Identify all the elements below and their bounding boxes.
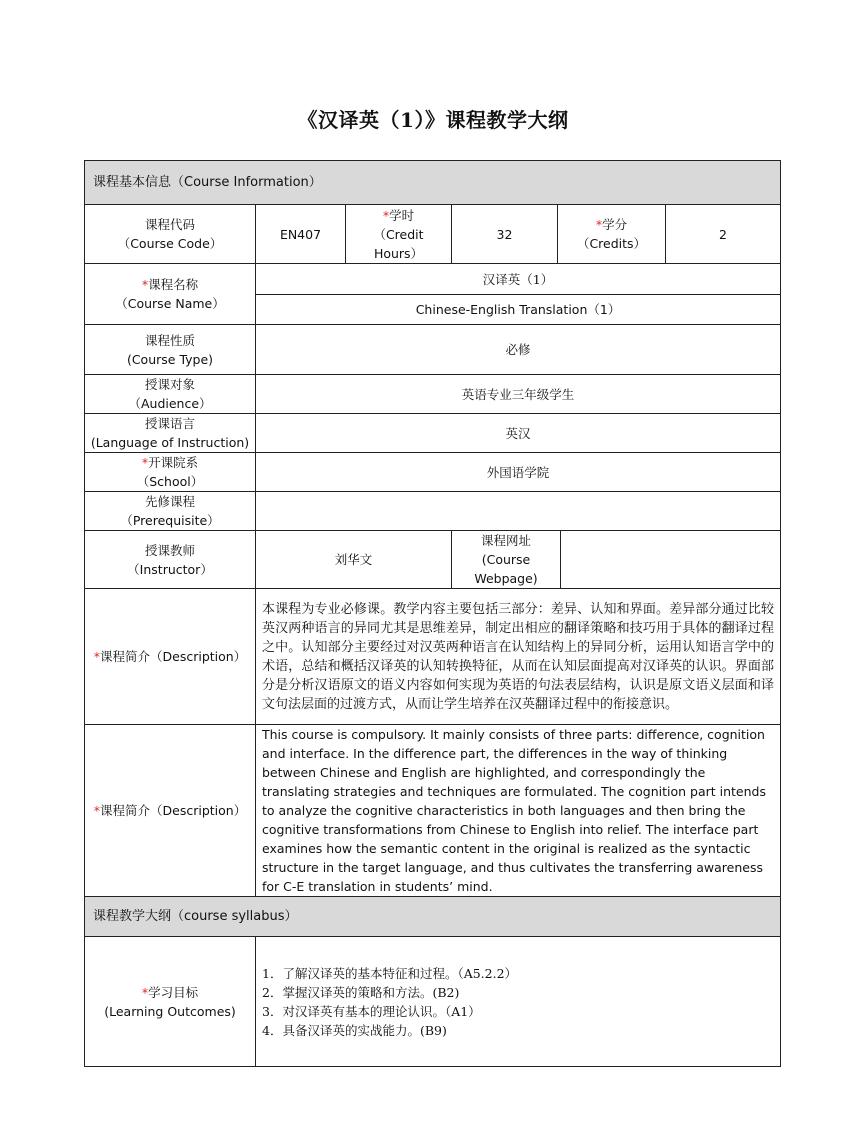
learning-outcomes-list xyxy=(256,937,781,1067)
credits-label-en: （Credits） xyxy=(576,236,647,251)
description-en-label xyxy=(85,725,256,897)
instructor-value: 刘华文 xyxy=(256,531,452,589)
row-language xyxy=(85,414,781,453)
section-course-information: 课程基本信息（Course Information） xyxy=(85,161,781,205)
audience-label xyxy=(85,375,256,414)
learning-outcomes-label-en: (Learning Outcomes) xyxy=(104,1003,236,1019)
school-label-cn: 开课院系 xyxy=(148,455,199,470)
webpage-label-cn: 课程网址 xyxy=(480,533,531,548)
row-school xyxy=(85,453,781,492)
row-course-name-cn xyxy=(85,264,781,295)
course-type-value: 必修 xyxy=(256,325,781,375)
row-course-type xyxy=(85,325,781,375)
course-name-value-en: Chinese-English Translation（1） xyxy=(256,295,781,325)
prerequisite-label-cn: 先修课程 xyxy=(144,494,195,509)
learning-outcomes-label xyxy=(85,937,256,1067)
instructor-label xyxy=(85,531,256,589)
required-mark: * xyxy=(141,277,149,292)
row-instructor xyxy=(85,531,781,589)
course-type-label-cn: 课程性质 xyxy=(144,332,195,348)
course-code-label xyxy=(85,205,256,264)
hours-label-en2: Hours） xyxy=(373,245,424,261)
school-label-en: （School） xyxy=(136,474,204,489)
credits-value: 2 xyxy=(666,205,781,264)
language-label-en: (Language of Instruction) xyxy=(90,435,250,450)
course-type-label-en: (Course Type) xyxy=(126,351,214,367)
required-mark: * xyxy=(595,217,603,232)
course-code-label-cn: 课程代码 xyxy=(144,217,195,232)
required-mark: * xyxy=(93,803,101,818)
webpage-value xyxy=(561,531,781,589)
row-description-cn xyxy=(85,589,781,725)
course-name-value-cn: 汉译英（1） xyxy=(256,264,781,295)
syllabus-table xyxy=(84,160,781,1067)
learning-outcomes-label-cn: 学习目标 xyxy=(148,984,199,1000)
page-title: 《汉译英（1）》课程教学大纲 xyxy=(297,108,569,132)
hours-label-cn: 学时 xyxy=(389,207,415,223)
row-code-hours-credits xyxy=(85,205,781,264)
row-prerequisite xyxy=(85,492,781,531)
prerequisite-label xyxy=(85,492,256,531)
credits-label xyxy=(558,205,666,264)
course-name-label-en: （Course Name） xyxy=(115,296,225,311)
audience-label-cn: 授课对象 xyxy=(144,377,195,392)
school-label xyxy=(85,453,256,492)
row-learning-outcomes xyxy=(85,937,781,1067)
description-label-text: 课程简介（Description） xyxy=(100,803,247,818)
required-mark: * xyxy=(141,984,149,1000)
school-value: 外国语学院 xyxy=(256,453,781,492)
row-description-en xyxy=(85,725,781,897)
credits-label-cn: 学分 xyxy=(602,217,628,232)
course-name-label xyxy=(85,264,256,325)
instructor-label-en: （Instructor） xyxy=(127,561,213,577)
section-course-syllabus: 课程教学大纲（course syllabus） xyxy=(85,897,781,937)
section-row-info xyxy=(85,161,781,205)
webpage-label-en: (Course Webpage) xyxy=(474,552,538,586)
required-mark: * xyxy=(141,455,149,470)
description-label-text: 课程简介（Description） xyxy=(100,649,247,664)
webpage-label xyxy=(452,531,561,589)
audience-label-en: （Audience） xyxy=(128,396,212,411)
course-type-label xyxy=(85,325,256,375)
description-en-text: This course is compulsory. It mainly consists of three parts: difference, cognition and interface. In the difference part, the differences in the way of thinking between Chinese and English are highlighted, and correspondingly the translating strategies and techniques are formulated. The cognition part intends to analyze the cognitive characteristics in both languages and then bring the cognitive transformations from Chinese to English into relief. The interface part examines how the semantic content in the original is realized as the syntactic structure in the target language, and thus cultivates the transferring awareness for C-E translation in students’ mind. xyxy=(256,725,781,897)
language-label xyxy=(85,414,256,453)
language-label-cn: 授课语言 xyxy=(144,416,195,431)
hours-value: 32 xyxy=(452,205,558,264)
learning-outcome-item: 3．对汉译英有基本的理论认识。（A1） xyxy=(262,1003,481,1019)
prerequisite-label-en: （Prerequisite） xyxy=(120,513,220,528)
section-row-syllabus xyxy=(85,897,781,937)
learning-outcome-item: 1．了解汉译英的基本特征和过程。（A5.2.2） xyxy=(262,965,518,981)
hours-label xyxy=(346,205,452,264)
learning-outcome-item: 4．具备汉译英的实战能力。(B9) xyxy=(262,1022,447,1038)
course-code-label-en: （Course Code） xyxy=(117,236,223,251)
language-value: 英汉 xyxy=(256,414,781,453)
description-cn-label xyxy=(85,589,256,725)
audience-value: 英语专业三年级学生 xyxy=(256,375,781,414)
prerequisite-value xyxy=(256,492,781,531)
course-code-value: EN407 xyxy=(256,205,346,264)
description-cn-text: 本课程为专业必修课。教学内容主要包括三部分：差异、认知和界面。差异部分通过比较英汉两种语言的异同尤其是思维差异，制定出相应的翻译策略和技巧用于具体的翻译过程之中。认知部分主要经过对汉英两种语言在认知结构上的异同分析，运用认知语言学中的术语，总结和概括汉译英的认知转换特征，从而在认知层面提高对汉译英的认识。界面部分是分析汉语原文的语义内容如何实现为英语的句法表层结构，认识是原文语义层面和译文句法层面的过渡方式，从而让学生培养在汉英翻译过程中的衔接意识。 xyxy=(256,589,781,725)
hours-label-en1: （Credit xyxy=(373,226,424,242)
required-mark: * xyxy=(93,649,101,664)
row-audience xyxy=(85,375,781,414)
required-mark: * xyxy=(382,207,390,223)
course-name-label-cn: 课程名称 xyxy=(148,277,199,292)
instructor-label-cn: 授课教师 xyxy=(144,542,195,558)
learning-outcome-item: 2．掌握汉译英的策略和方法。(B2) xyxy=(262,984,460,1000)
